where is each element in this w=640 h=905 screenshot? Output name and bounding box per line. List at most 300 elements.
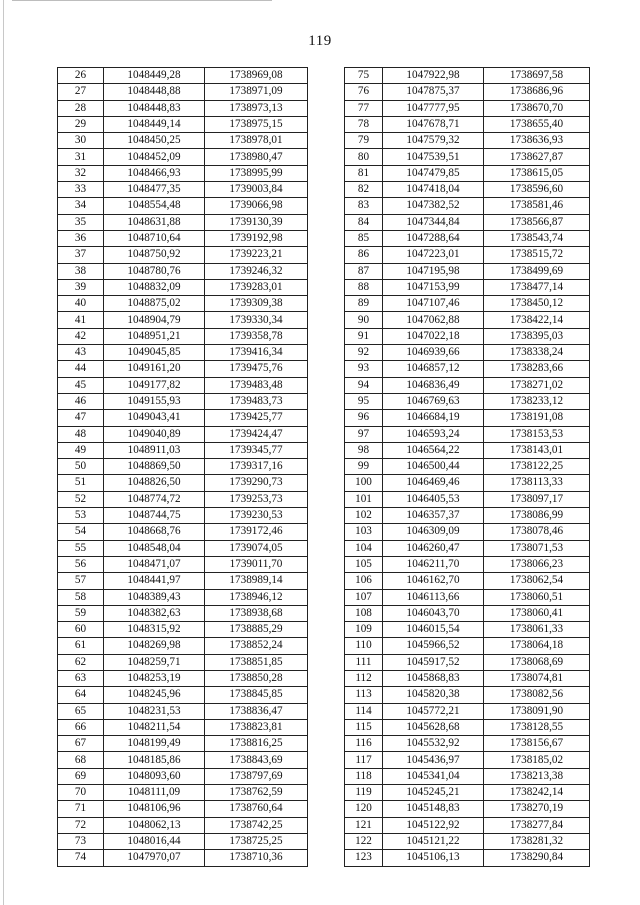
point-number-cell: 57 xyxy=(58,573,104,589)
table-row xyxy=(345,328,590,344)
y-coordinate-cell: 1738971,09 xyxy=(205,84,308,100)
table-row xyxy=(345,638,590,654)
x-coordinate-cell: 1048548,04 xyxy=(104,540,205,556)
x-coordinate-cell: 1048062,13 xyxy=(104,817,205,833)
table-row xyxy=(345,670,590,686)
point-number-cell: 85 xyxy=(345,230,383,246)
y-coordinate-cell: 1738543,74 xyxy=(484,230,590,246)
table-row xyxy=(345,817,590,833)
x-coordinate-cell: 1047022,18 xyxy=(383,328,484,344)
y-coordinate-cell: 1738969,08 xyxy=(205,68,308,84)
y-coordinate-cell: 1738213,38 xyxy=(484,768,590,784)
table-row xyxy=(345,393,590,409)
point-number-cell: 109 xyxy=(345,622,383,638)
y-coordinate-cell: 1738270,19 xyxy=(484,801,590,817)
table-row xyxy=(345,133,590,149)
point-number-cell: 28 xyxy=(58,100,104,116)
y-coordinate-cell: 1739416,34 xyxy=(205,345,308,361)
point-number-cell: 105 xyxy=(345,556,383,572)
table-row xyxy=(345,296,590,312)
point-number-cell: 77 xyxy=(345,100,383,116)
point-number-cell: 65 xyxy=(58,703,104,719)
y-coordinate-cell: 1739483,73 xyxy=(205,393,308,409)
y-coordinate-cell: 1738066,23 xyxy=(484,556,590,572)
table-row xyxy=(345,556,590,572)
x-coordinate-cell: 1048185,86 xyxy=(104,752,205,768)
table-row xyxy=(58,116,308,132)
x-coordinate-cell: 1045966,52 xyxy=(383,638,484,654)
point-number-cell: 59 xyxy=(58,605,104,621)
x-coordinate-cell: 1048452,09 xyxy=(104,149,205,165)
point-number-cell: 43 xyxy=(58,345,104,361)
point-number-cell: 54 xyxy=(58,524,104,540)
x-coordinate-cell: 1048744,75 xyxy=(104,508,205,524)
y-coordinate-cell: 1738061,33 xyxy=(484,622,590,638)
point-number-cell: 104 xyxy=(345,540,383,556)
point-number-cell: 37 xyxy=(58,247,104,263)
y-coordinate-cell: 1738086,99 xyxy=(484,508,590,524)
table-row xyxy=(58,442,308,458)
table-row xyxy=(345,116,590,132)
y-coordinate-cell: 1739483,48 xyxy=(205,377,308,393)
x-coordinate-cell: 1048382,63 xyxy=(104,605,205,621)
y-coordinate-cell: 1738277,84 xyxy=(484,817,590,833)
table-row xyxy=(58,622,308,638)
point-number-cell: 94 xyxy=(345,377,383,393)
point-number-cell: 60 xyxy=(58,622,104,638)
table-row xyxy=(345,100,590,116)
x-coordinate-cell: 1045820,38 xyxy=(383,687,484,703)
point-number-cell: 121 xyxy=(345,817,383,833)
x-coordinate-cell: 1046113,66 xyxy=(383,589,484,605)
x-coordinate-cell: 1046405,53 xyxy=(383,491,484,507)
x-coordinate-cell: 1046309,09 xyxy=(383,524,484,540)
x-coordinate-cell: 1048466,93 xyxy=(104,165,205,181)
x-coordinate-cell: 1048253,19 xyxy=(104,670,205,686)
table-row xyxy=(58,361,308,377)
table-row xyxy=(58,687,308,703)
point-number-cell: 115 xyxy=(345,719,383,735)
point-number-cell: 75 xyxy=(345,68,383,84)
point-number-cell: 86 xyxy=(345,247,383,263)
x-coordinate-cell: 1047678,71 xyxy=(383,116,484,132)
x-coordinate-cell: 1048875,02 xyxy=(104,296,205,312)
table-row xyxy=(345,198,590,214)
table-row xyxy=(345,475,590,491)
y-coordinate-cell: 1738113,33 xyxy=(484,475,590,491)
table-row xyxy=(58,426,308,442)
x-coordinate-cell: 1048448,88 xyxy=(104,84,205,100)
table-row xyxy=(58,68,308,84)
table-row xyxy=(58,540,308,556)
point-number-cell: 93 xyxy=(345,361,383,377)
point-number-cell: 36 xyxy=(58,230,104,246)
table-row xyxy=(58,149,308,165)
table-row xyxy=(345,703,590,719)
y-coordinate-cell: 1738338,24 xyxy=(484,345,590,361)
y-coordinate-cell: 1739290,73 xyxy=(205,475,308,491)
table-row xyxy=(58,345,308,361)
x-coordinate-cell: 1048826,50 xyxy=(104,475,205,491)
table-row xyxy=(58,719,308,735)
table-row xyxy=(58,801,308,817)
coordinates-table-left-body xyxy=(58,68,308,867)
point-number-cell: 48 xyxy=(58,426,104,442)
y-coordinate-cell: 1739425,77 xyxy=(205,410,308,426)
table-row xyxy=(345,377,590,393)
y-coordinate-cell: 1739317,16 xyxy=(205,459,308,475)
table-row xyxy=(58,377,308,393)
x-coordinate-cell: 1047579,32 xyxy=(383,133,484,149)
point-number-cell: 119 xyxy=(345,785,383,801)
y-coordinate-cell: 1739475,76 xyxy=(205,361,308,377)
table-row xyxy=(58,524,308,540)
point-number-cell: 73 xyxy=(58,833,104,849)
table-row xyxy=(58,833,308,849)
x-coordinate-cell: 1047875,37 xyxy=(383,84,484,100)
table-row xyxy=(345,508,590,524)
point-number-cell: 102 xyxy=(345,508,383,524)
table-row xyxy=(345,312,590,328)
y-coordinate-cell: 1738851,85 xyxy=(205,654,308,670)
x-coordinate-cell: 1046500,44 xyxy=(383,459,484,475)
point-number-cell: 33 xyxy=(58,182,104,198)
point-number-cell: 82 xyxy=(345,182,383,198)
y-coordinate-cell: 1739223,21 xyxy=(205,247,308,263)
point-number-cell: 113 xyxy=(345,687,383,703)
y-coordinate-cell: 1738615,05 xyxy=(484,165,590,181)
point-number-cell: 49 xyxy=(58,442,104,458)
table-row xyxy=(58,459,308,475)
point-number-cell: 30 xyxy=(58,133,104,149)
table-row xyxy=(58,556,308,572)
x-coordinate-cell: 1048471,07 xyxy=(104,556,205,572)
table-row xyxy=(58,736,308,752)
y-coordinate-cell: 1738074,81 xyxy=(484,670,590,686)
x-coordinate-cell: 1047539,51 xyxy=(383,149,484,165)
x-coordinate-cell: 1048111,09 xyxy=(104,785,205,801)
point-number-cell: 40 xyxy=(58,296,104,312)
x-coordinate-cell: 1048106,96 xyxy=(104,801,205,817)
point-number-cell: 83 xyxy=(345,198,383,214)
table-row xyxy=(58,670,308,686)
x-coordinate-cell: 1047223,01 xyxy=(383,247,484,263)
y-coordinate-cell: 1738062,54 xyxy=(484,573,590,589)
table-row xyxy=(345,752,590,768)
x-coordinate-cell: 1048269,98 xyxy=(104,638,205,654)
y-coordinate-cell: 1738515,72 xyxy=(484,247,590,263)
y-coordinate-cell: 1738395,03 xyxy=(484,328,590,344)
y-coordinate-cell: 1738122,25 xyxy=(484,459,590,475)
point-number-cell: 90 xyxy=(345,312,383,328)
point-number-cell: 42 xyxy=(58,328,104,344)
y-coordinate-cell: 1738097,17 xyxy=(484,491,590,507)
table-row xyxy=(58,247,308,263)
x-coordinate-cell: 1046593,24 xyxy=(383,426,484,442)
y-coordinate-cell: 1738823,81 xyxy=(205,719,308,735)
y-coordinate-cell: 1739253,73 xyxy=(205,491,308,507)
point-number-cell: 51 xyxy=(58,475,104,491)
x-coordinate-cell: 1046357,37 xyxy=(383,508,484,524)
y-coordinate-cell: 1738797,69 xyxy=(205,768,308,784)
point-number-cell: 89 xyxy=(345,296,383,312)
y-coordinate-cell: 1738143,01 xyxy=(484,442,590,458)
point-number-cell: 45 xyxy=(58,377,104,393)
point-number-cell: 68 xyxy=(58,752,104,768)
table-row xyxy=(58,214,308,230)
table-row xyxy=(58,817,308,833)
point-number-cell: 63 xyxy=(58,670,104,686)
y-coordinate-cell: 1739358,78 xyxy=(205,328,308,344)
table-row xyxy=(345,622,590,638)
y-coordinate-cell: 1738156,67 xyxy=(484,736,590,752)
table-row xyxy=(345,768,590,784)
x-coordinate-cell: 1048869,50 xyxy=(104,459,205,475)
point-number-cell: 87 xyxy=(345,263,383,279)
table-row xyxy=(58,328,308,344)
table-row xyxy=(345,279,590,295)
point-number-cell: 99 xyxy=(345,459,383,475)
x-coordinate-cell: 1045917,52 xyxy=(383,654,484,670)
x-coordinate-cell: 1045148,83 xyxy=(383,801,484,817)
table-row xyxy=(345,247,590,263)
x-coordinate-cell: 1046564,22 xyxy=(383,442,484,458)
y-coordinate-cell: 1738836,47 xyxy=(205,703,308,719)
table-row xyxy=(345,850,590,866)
table-row xyxy=(58,752,308,768)
point-number-cell: 118 xyxy=(345,768,383,784)
x-coordinate-cell: 1049045,85 xyxy=(104,345,205,361)
point-number-cell: 58 xyxy=(58,589,104,605)
x-coordinate-cell: 1048911,03 xyxy=(104,442,205,458)
x-coordinate-cell: 1047479,85 xyxy=(383,165,484,181)
x-coordinate-cell: 1048750,92 xyxy=(104,247,205,263)
y-coordinate-cell: 1739283,01 xyxy=(205,279,308,295)
point-number-cell: 120 xyxy=(345,801,383,817)
table-row xyxy=(58,475,308,491)
x-coordinate-cell: 1046015,54 xyxy=(383,622,484,638)
point-number-cell: 80 xyxy=(345,149,383,165)
x-coordinate-cell: 1048093,60 xyxy=(104,768,205,784)
y-coordinate-cell: 1738422,14 xyxy=(484,312,590,328)
x-coordinate-cell: 1048450,25 xyxy=(104,133,205,149)
x-coordinate-cell: 1049043,41 xyxy=(104,410,205,426)
y-coordinate-cell: 1738973,13 xyxy=(205,100,308,116)
x-coordinate-cell: 1048259,71 xyxy=(104,654,205,670)
table-row xyxy=(345,149,590,165)
table-row xyxy=(58,785,308,801)
y-coordinate-cell: 1739330,34 xyxy=(205,312,308,328)
table-row xyxy=(345,361,590,377)
x-coordinate-cell: 1049040,89 xyxy=(104,426,205,442)
table-row xyxy=(345,410,590,426)
point-number-cell: 110 xyxy=(345,638,383,654)
table-row xyxy=(58,84,308,100)
y-coordinate-cell: 1738816,25 xyxy=(205,736,308,752)
table-row xyxy=(345,165,590,181)
point-number-cell: 61 xyxy=(58,638,104,654)
table-row xyxy=(58,230,308,246)
x-coordinate-cell: 1048780,76 xyxy=(104,263,205,279)
y-coordinate-cell: 1739066,98 xyxy=(205,198,308,214)
y-coordinate-cell: 1739003,84 xyxy=(205,182,308,198)
page-number: 119 xyxy=(308,33,332,49)
y-coordinate-cell: 1738697,58 xyxy=(484,68,590,84)
x-coordinate-cell: 1046836,49 xyxy=(383,377,484,393)
table-row xyxy=(58,638,308,654)
coordinates-table-left xyxy=(57,67,308,867)
y-coordinate-cell: 1738989,14 xyxy=(205,573,308,589)
table-row xyxy=(345,589,590,605)
y-coordinate-cell: 1738191,08 xyxy=(484,410,590,426)
y-coordinate-cell: 1738938,68 xyxy=(205,605,308,621)
x-coordinate-cell: 1047344,84 xyxy=(383,214,484,230)
x-coordinate-cell: 1046684,19 xyxy=(383,410,484,426)
y-coordinate-cell: 1738710,36 xyxy=(205,850,308,866)
point-number-cell: 34 xyxy=(58,198,104,214)
table-row xyxy=(345,263,590,279)
point-number-cell: 108 xyxy=(345,605,383,621)
y-coordinate-cell: 1738843,69 xyxy=(205,752,308,768)
y-coordinate-cell: 1738128,55 xyxy=(484,719,590,735)
y-coordinate-cell: 1738885,29 xyxy=(205,622,308,638)
x-coordinate-cell: 1048449,28 xyxy=(104,68,205,84)
point-number-cell: 27 xyxy=(58,84,104,100)
point-number-cell: 56 xyxy=(58,556,104,572)
table-row xyxy=(58,491,308,507)
y-coordinate-cell: 1738852,24 xyxy=(205,638,308,654)
y-coordinate-cell: 1738068,69 xyxy=(484,654,590,670)
y-coordinate-cell: 1738850,28 xyxy=(205,670,308,686)
y-coordinate-cell: 1738686,96 xyxy=(484,84,590,100)
point-number-cell: 66 xyxy=(58,719,104,735)
y-coordinate-cell: 1738980,47 xyxy=(205,149,308,165)
point-number-cell: 53 xyxy=(58,508,104,524)
point-number-cell: 106 xyxy=(345,573,383,589)
point-number-cell: 114 xyxy=(345,703,383,719)
point-number-cell: 26 xyxy=(58,68,104,84)
table-row xyxy=(58,133,308,149)
table-row xyxy=(58,768,308,784)
point-number-cell: 117 xyxy=(345,752,383,768)
point-number-cell: 101 xyxy=(345,491,383,507)
y-coordinate-cell: 1739172,46 xyxy=(205,524,308,540)
x-coordinate-cell: 1047922,98 xyxy=(383,68,484,84)
x-coordinate-cell: 1045341,04 xyxy=(383,768,484,784)
point-number-cell: 55 xyxy=(58,540,104,556)
table-row xyxy=(58,508,308,524)
x-coordinate-cell: 1045772,21 xyxy=(383,703,484,719)
table-row xyxy=(58,589,308,605)
table-row xyxy=(345,605,590,621)
table-row xyxy=(345,785,590,801)
y-coordinate-cell: 1738995,99 xyxy=(205,165,308,181)
y-coordinate-cell: 1738566,87 xyxy=(484,214,590,230)
x-coordinate-cell: 1049161,20 xyxy=(104,361,205,377)
point-number-cell: 38 xyxy=(58,263,104,279)
point-number-cell: 32 xyxy=(58,165,104,181)
x-coordinate-cell: 1048904,79 xyxy=(104,312,205,328)
y-coordinate-cell: 1738091,90 xyxy=(484,703,590,719)
point-number-cell: 50 xyxy=(58,459,104,475)
y-coordinate-cell: 1738581,46 xyxy=(484,198,590,214)
point-number-cell: 88 xyxy=(345,279,383,295)
coordinates-table-right xyxy=(344,67,590,867)
table-row xyxy=(58,263,308,279)
table-row xyxy=(345,654,590,670)
x-coordinate-cell: 1048211,54 xyxy=(104,719,205,735)
x-coordinate-cell: 1045245,21 xyxy=(383,785,484,801)
x-coordinate-cell: 1048441,97 xyxy=(104,573,205,589)
y-coordinate-cell: 1738670,70 xyxy=(484,100,590,116)
point-number-cell: 62 xyxy=(58,654,104,670)
x-coordinate-cell: 1046211,70 xyxy=(383,556,484,572)
point-number-cell: 92 xyxy=(345,345,383,361)
point-number-cell: 95 xyxy=(345,393,383,409)
x-coordinate-cell: 1048199,49 xyxy=(104,736,205,752)
y-coordinate-cell: 1738082,56 xyxy=(484,687,590,703)
table-row xyxy=(58,703,308,719)
y-coordinate-cell: 1738071,53 xyxy=(484,540,590,556)
x-coordinate-cell: 1048245,96 xyxy=(104,687,205,703)
x-coordinate-cell: 1048951,21 xyxy=(104,328,205,344)
x-coordinate-cell: 1047288,64 xyxy=(383,230,484,246)
y-coordinate-cell: 1738283,66 xyxy=(484,361,590,377)
x-coordinate-cell: 1046162,70 xyxy=(383,573,484,589)
point-number-cell: 123 xyxy=(345,850,383,866)
table-row xyxy=(345,214,590,230)
point-number-cell: 84 xyxy=(345,214,383,230)
x-coordinate-cell: 1048016,44 xyxy=(104,833,205,849)
x-coordinate-cell: 1047970,07 xyxy=(104,850,205,866)
y-coordinate-cell: 1738845,85 xyxy=(205,687,308,703)
x-coordinate-cell: 1046469,46 xyxy=(383,475,484,491)
point-number-cell: 78 xyxy=(345,116,383,132)
point-number-cell: 79 xyxy=(345,133,383,149)
x-coordinate-cell: 1048832,09 xyxy=(104,279,205,295)
y-coordinate-cell: 1738242,14 xyxy=(484,785,590,801)
point-number-cell: 39 xyxy=(58,279,104,295)
y-coordinate-cell: 1738185,02 xyxy=(484,752,590,768)
point-number-cell: 122 xyxy=(345,833,383,849)
table-row xyxy=(345,442,590,458)
x-coordinate-cell: 1048631,88 xyxy=(104,214,205,230)
y-coordinate-cell: 1738725,25 xyxy=(205,833,308,849)
point-number-cell: 103 xyxy=(345,524,383,540)
x-coordinate-cell: 1048231,53 xyxy=(104,703,205,719)
y-coordinate-cell: 1738064,18 xyxy=(484,638,590,654)
x-coordinate-cell: 1047418,04 xyxy=(383,182,484,198)
y-coordinate-cell: 1738477,14 xyxy=(484,279,590,295)
y-coordinate-cell: 1738281,32 xyxy=(484,833,590,849)
x-coordinate-cell: 1048774,72 xyxy=(104,491,205,507)
point-number-cell: 69 xyxy=(58,768,104,784)
y-coordinate-cell: 1738978,01 xyxy=(205,133,308,149)
y-coordinate-cell: 1739424,47 xyxy=(205,426,308,442)
y-coordinate-cell: 1738627,87 xyxy=(484,149,590,165)
x-coordinate-cell: 1045868,83 xyxy=(383,670,484,686)
point-number-cell: 41 xyxy=(58,312,104,328)
y-coordinate-cell: 1739246,32 xyxy=(205,263,308,279)
table-row xyxy=(345,491,590,507)
point-number-cell: 97 xyxy=(345,426,383,442)
y-coordinate-cell: 1739345,77 xyxy=(205,442,308,458)
table-row xyxy=(345,540,590,556)
table-row xyxy=(345,801,590,817)
y-coordinate-cell: 1738760,64 xyxy=(205,801,308,817)
point-number-cell: 31 xyxy=(58,149,104,165)
point-number-cell: 71 xyxy=(58,801,104,817)
